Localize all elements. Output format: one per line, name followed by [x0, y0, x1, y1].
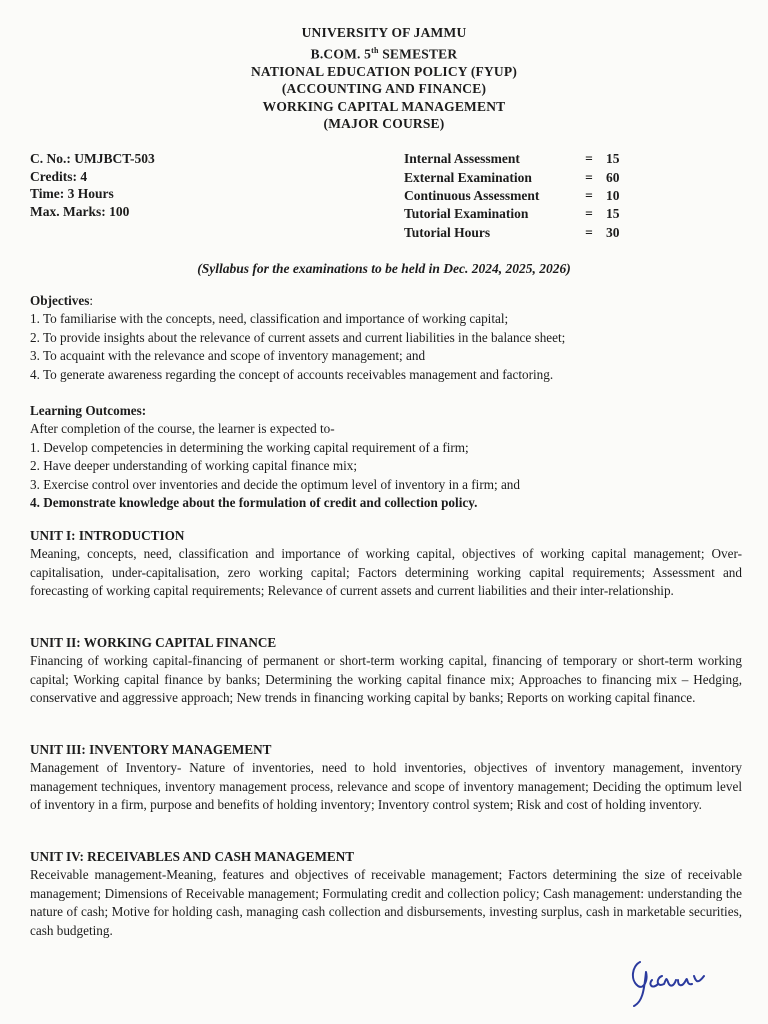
objective-item: 1. To familiarise with the concepts, need, classification and importance of working capital;: [30, 311, 509, 327]
objectives-section: [30, 292, 742, 384]
unit-body: Meaning, concepts, need, classification and importance of working capital, objectives of working capital management; Over-capitalisation, under-capitalisation, zero working capital; Factors determining working capital requirements; Assessment and forecasting of working capital requirements; Relevance of current assets and current liabilities and their inter-relationship.: [30, 546, 742, 599]
assessment-value: 15: [606, 206, 620, 222]
assessment-equals: =: [585, 151, 593, 167]
assessment-label: External Examination: [404, 169, 532, 185]
signature-stroke: [633, 962, 704, 1006]
objective-item: 4. To generate awareness regarding the concept of accounts receivables management and factoring.: [30, 366, 554, 382]
unit-heading: UNIT I: INTRODUCTION: [30, 528, 185, 543]
course-info: [30, 150, 155, 220]
assessment-equals: =: [585, 206, 593, 222]
semester-line: [0, 42, 768, 63]
assessment-equals: =: [585, 187, 593, 203]
learning-outcomes-heading: Learning Outcomes:: [30, 403, 147, 418]
assessment-value: 15: [606, 151, 620, 167]
stream-line: (ACCOUNTING AND FINANCE): [281, 81, 487, 97]
handwritten-signature: [626, 946, 722, 1010]
unit-heading: UNIT IV: RECEIVABLES AND CASH MANAGEMENT: [30, 849, 355, 864]
unit-body: Financing of working capital-financing of permanent or short-term working capital, financing of temporary or short-term working capital; Working capital finance by banks; Determining the working capital finance mix; Approaches to financing mix – Hedging, conservative and aggressive approach; New trends in financing working capital by banks; Reports on working capital finance.: [30, 653, 742, 706]
assessment-row: [404, 168, 628, 186]
objectives-heading: Objectives: [30, 293, 90, 308]
assessment-equals: =: [585, 224, 593, 240]
objective-item: 3. To acquaint with the relevance and scope of inventory management; and: [30, 348, 426, 364]
course-title: WORKING CAPITAL MANAGEMENT: [262, 98, 506, 114]
objectives-heading-line: [30, 292, 742, 310]
unit-heading: UNIT II: WORKING CAPITAL FINANCE: [30, 635, 277, 650]
assessment-label: Continuous Assessment: [404, 187, 540, 203]
assessment-row: [404, 224, 628, 242]
unit-body: Receivable management-Meaning, features and objectives of receivable management; Factors determining the size of receivable management; Dimensions of Receivable management; Formulating credit and collection policy; Cash management: understanding the nature of cash; Motive for holding cash, managing cash collection and disbursements, investing surplus, cash in marketable securities, cash budgeting.: [30, 867, 742, 938]
unit-4-section: [30, 848, 742, 940]
outcome-item: 1. Develop competencies in determining the working capital requirement of a firm;: [30, 439, 469, 455]
university-name: UNIVERSITY OF JAMMU: [301, 25, 467, 40]
semester-prefix: B.COM. 5: [310, 46, 372, 62]
syllabus-note: (Syllabus for the examinations to be held in Dec. 2024, 2025, 2026): [197, 261, 571, 276]
course-max-marks: Max. Marks: 100: [30, 203, 130, 219]
outcome-item: 2. Have deeper understanding of working capital finance mix;: [30, 458, 358, 474]
unit-body: Management of Inventory- Nature of inventories, need to hold inventories, objectives of inventory management, inventory management techniques, inventory management process, relevance and scope of inventory management; Deciding the optimum level of inventory in a firm, purpose and benefits of holding inventory; Inventory control system; Risk and cost of holding inventory.: [30, 760, 742, 813]
unit-heading: UNIT III: INVENTORY MANAGEMENT: [30, 742, 272, 757]
assessment-value: 10: [606, 187, 620, 203]
assessment-value: 60: [606, 169, 620, 185]
assessment-row: [404, 150, 628, 168]
assessment-label: Tutorial Examination: [404, 206, 529, 222]
objective-item: 2. To provide insights about the relevance of current assets and current liabilities in the balance sheet;: [30, 329, 566, 345]
unit-1-section: [30, 527, 742, 601]
semester-sup: th: [371, 45, 379, 55]
outcome-item: 3. Exercise control over inventories and decide the optimum level of inventory in a firm; and: [30, 476, 520, 492]
semester-suffix: SEMESTER: [378, 46, 458, 62]
assessment-label: Internal Assessment: [404, 151, 520, 167]
learning-outcomes-intro: After completion of the course, the learner is expected to-: [30, 421, 335, 437]
assessment-row: [404, 205, 628, 223]
course-credits: Credits: 4: [30, 168, 88, 184]
document-header: [0, 24, 768, 133]
policy-line: NATIONAL EDUCATION POLICY (FYUP): [250, 63, 518, 79]
unit-3-section: [30, 741, 742, 815]
assessment-row: [404, 187, 628, 205]
assessment-label: Tutorial Hours: [404, 224, 491, 240]
assessment-value: 30: [606, 224, 620, 240]
assessment-table: [404, 150, 628, 242]
course-code: C. No.: UMJBCT-503: [30, 151, 155, 166]
objectives-heading-suffix: :: [89, 293, 93, 308]
unit-2-section: [30, 634, 742, 708]
course-time: Time: 3 Hours: [30, 186, 114, 202]
assessment-equals: =: [585, 169, 593, 185]
course-type: (MAJOR COURSE): [323, 116, 445, 132]
learning-outcomes-section: [30, 402, 742, 512]
outcome-item: 4. Demonstrate knowledge about the formulation of credit and collection policy.: [30, 495, 478, 511]
